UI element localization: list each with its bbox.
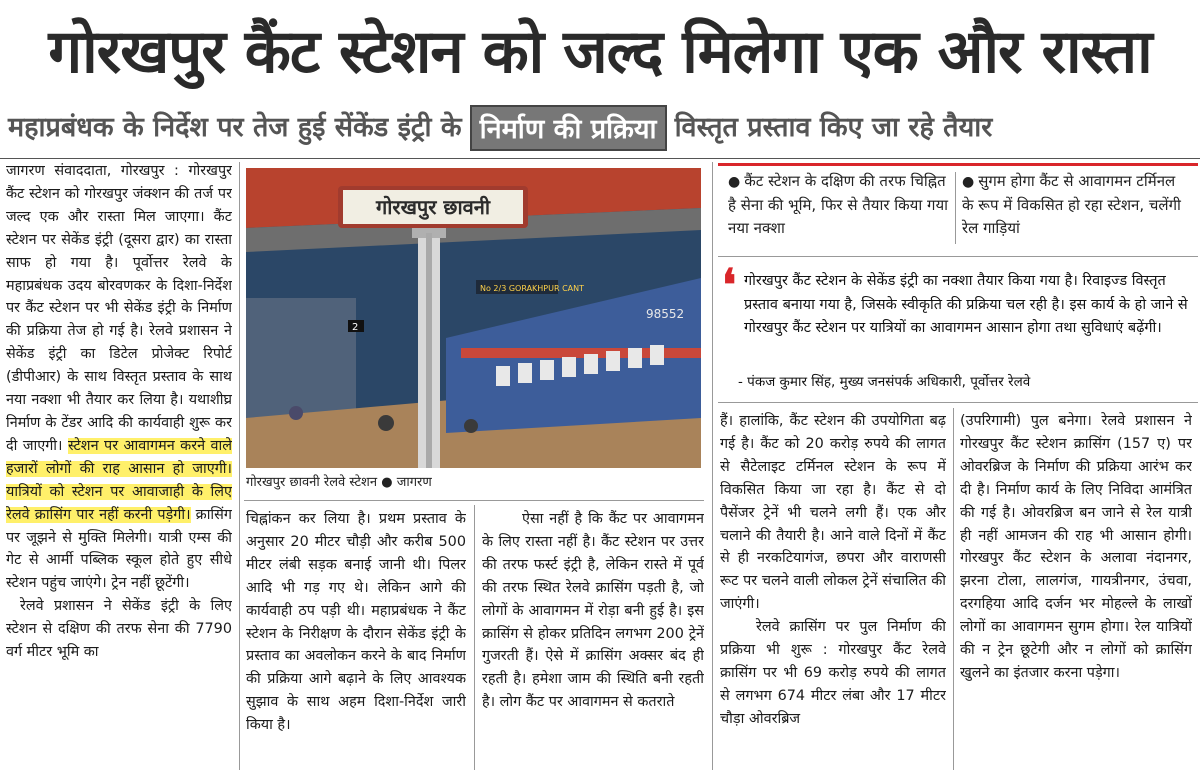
photo-caption [246, 472, 701, 492]
bullet-divider [955, 172, 956, 244]
column-rule-3 [712, 162, 713, 770]
right-box-top-rule [718, 163, 1198, 166]
bullet-icon: ● [728, 174, 741, 190]
bullet-icon: ● [962, 174, 975, 190]
column-rule-2 [474, 505, 475, 770]
highlight-2: यात्रियों को स्टेशन पर आवाजाही के लिए रेलवे क्रासिंग पार नहीं करनी पड़ेगी। [6, 483, 232, 523]
article-column-4 [720, 410, 946, 770]
caption-credit: जागरण [396, 475, 432, 490]
caption-text: गोरखपुर छावनी रेलवे स्टेशन [246, 475, 378, 490]
top-rule [0, 158, 1200, 159]
highlight-1: स्टेशन पर आवागमन करने वाले हजारों लोगों की राह आसान हो जाएगी। [6, 437, 232, 477]
article-column-3 [482, 508, 704, 770]
station-photo [246, 168, 701, 468]
platform-number: 2 [352, 322, 359, 333]
dateline: जागरण संवाददाता, गोरखपुर : [6, 163, 179, 179]
headline: गोरखपुर कैंट स्टेशन को जल्द मिलेगा एक और रास्ता [48, 17, 1152, 87]
quote-icon: ❛ [722, 260, 737, 311]
column-rule-4 [953, 408, 954, 770]
subhead [0, 102, 1200, 154]
col1-para1-end: क्रासिंग पर जूझने से मुक्ति मिलेगी। यात्री एम्स की गेट से आर्मी पब्लिक स्कूल होते हुए सीधे स्टेशन पहुंच जाएंगे। ट्रेन नहीं छूटेंगी। [6, 506, 232, 592]
subhead-left: महाप्रबंधक के निर्देश पर तेज हुई सेंकेंड इंट्री के [8, 112, 462, 143]
coach-number: 98552 [646, 307, 685, 321]
station-photo-illustration [246, 168, 701, 468]
article-column-5 [960, 410, 1192, 770]
quote-bottom-rule [718, 402, 1198, 403]
col4-para2: रेलवे क्रासिंग पर पुल निर्माण की प्रक्रिया भी शुरू : गोरखपुर कैंट रेलवे क्रासिंग पर भी 69 करोड़ रुपये की लागत से लगभग 674 मीटर लंबा और 17 मीटर चौड़ा ओवरब्रिज [720, 619, 946, 727]
station-sign-text: गोरखपुर छावनी [375, 195, 491, 219]
bullet-point-1 [728, 170, 950, 246]
col1-para1: गोरखपुर कैंट स्टेशन को गोरखपुर जंक्शन की तर्ज पर जल्द एक और रास्ता मिल जाएगा। कैंट स्टेशन पर सेकेंड इंट्री (दूसरा द्वार) का रास्ता साफ हो गया है। पूर्वोत्तर रेलवे के महाप्रबंधक उदय बोरवणकर के दिशा-निर्देश पर कैंट स्टेशन पर भी सेकेंड इंट्री के निर्माण की प्रक्रिया तेज हो गई है। रेलवे प्रशासन ने सेकेंड इंट्री का डिटेल प्रोजेक्ट रिपोर्ट (डीपीआर) के साथ विस्तृत प्रस्ताव के साथ नया नक्शा भी तैयार कर लिया है। यथाशीघ्र निर्माण के टेंडर आदि की कार्यवाही शुरू कर दी जाएगी। [6, 163, 232, 454]
col1-para2: रेलवे प्रशासन ने सेकेंड इंट्री के लिए स्टेशन से दक्षिण की तरफ सेना की 7790 वर्ग मीटर भूमि का [6, 598, 232, 661]
photo-bottom-rule [244, 500, 704, 501]
subhead-boxed: निर्माण की प्रक्रिया [470, 105, 667, 151]
bullet-bottom-rule [718, 256, 1198, 257]
article-column-1 [6, 160, 232, 770]
article-col1-text [6, 160, 232, 595]
col3-text: ऐसा नहीं है कि कैंट पर आवागमन के लिए रास्ता नहीं है। कैंट स्टेशन पर उत्तर की तरफ फर्स्ट इंट्री है, लेकिन रास्ते में पूर्व की तरफ स्थित रेलवे क्रासिंग पड़ती है, जो लोगों के आवागमन में रोड़ा बनी हुई है। इस क्रासिंग से होकर प्रतिदिन लगभग 200 ट्रेनें गुजरती हैं। ऐसे में क्रासिंग अक्सर बंद ही रहती है। हमेशा जाम की स्थिति बनी रहती है। लोग कैंट पर आवागमन से कतराते [482, 511, 704, 711]
official-quote: गोरखपुर कैंट स्टेशन के सेकेंड इंट्री का नक्शा तैयार किया गया है। रिवाइज्ड विस्तृत प्रस्ताव बनाया गया है, जिसके स्वीकृति की प्रक्रिया चल रही है। इस कार्य के हो जाने से गोरखपुर कैंट स्टेशन पर यात्रियों का आवागमन आसान होगा तथा सुविधाएं बढ़ेंगी। [744, 273, 1188, 336]
subhead-right: विस्तृत प्रस्ताव किए जा रहे तैयार [674, 112, 993, 143]
col5-text: (उपरिगामी) पुल बनेगा। रेलवे प्रशासन ने गोरखपुर कैंट स्टेशन क्रासिंग (157 ए) पर ओवरब्रिज के निर्माण की प्रक्रिया आरंभ कर दी है। निर्माण कार्य के लिए निविदा आमंत्रित की गई है। ओवरब्रिज बन जाने से रेल यात्री ही नहीं आमजन की राह भी आसान होगी। गोरखपुर कैंट स्टेशन के अलावा नंदानगर, झरना टोला, लालगंज, गायत्रीनगर, उंचवा, दरगहिया आदि दर्जन भर मोहल्ले के लाखों लोगों का आवागमन सुगम होगा। रेल यात्रियों की न ट्रेन छूटेगी और न लोगों को क्रासिंग खुलने का इंतजार करना पड़ेगा। [960, 413, 1192, 681]
column-rule-1 [239, 162, 240, 770]
col2-text: चिह्नांकन कर लिया है। प्रथम प्रस्ताव के अनुसार 20 मीटर चौड़ी और करीब 500 मीटर लंबी सड़क बनाई जानी थी। पिलर आदि भी गड़ गए थे। लेकिन आगे की कार्यवाही ठप पड़ी थी। महाप्रबंधक ने कैंट स्टेशन के निरीक्षण के दौरान सेकेंड इंट्री के प्रस्ताव का अवलोकन करने के बाद निर्माण की प्रक्रिया आगे बढ़ाने के लिए आवश्यक सुझाव के साथ अहम दिशा-निर्देश जारी किया है। [246, 511, 466, 734]
bullet-point-2 [962, 170, 1190, 246]
col4-para1: हैं। हालांकि, कैंट स्टेशन की उपयोगिता बढ़ गई है। कैंट को 20 करोड़ रुपये की लागत से सैटेलाइट टर्मिनल स्टेशन के रूप में विकसित किया जा रहा है। कैंट से दो पैसेंजर ट्रेनें भी चलने लगी हैं। एक और चलाने की तैयारी है। आने वाले दिनों में कैंट से ही नरकटियागंज, छपरा और वाराणसी रूट पर चलने वाली लोकल ट्रेनें संचालित की जाएंगी। [720, 413, 946, 613]
article-column-2 [246, 508, 466, 770]
bullet-text-2: सुगम होगा कैंट से आवागमन टर्मिनल के रूप में विकसित हो रहा स्टेशन, चलेंगी रेल गाड़ियां [962, 172, 1181, 237]
platform-board-text: No 2/3 GORAKHPUR CANT [480, 284, 585, 293]
caption-bullet: ● [381, 475, 397, 490]
quote-attribution: - पंकज कुमार सिंह, मुख्य जनसंपर्क अधिकारी, पूर्वोत्तर रेलवे [738, 374, 1031, 390]
bullet-text-1: कैंट स्टेशन के दक्षिण की तरफ चिह्नित है सेना की भूमि, फिर से तैयार किया गया नया नक्शा [728, 172, 949, 237]
